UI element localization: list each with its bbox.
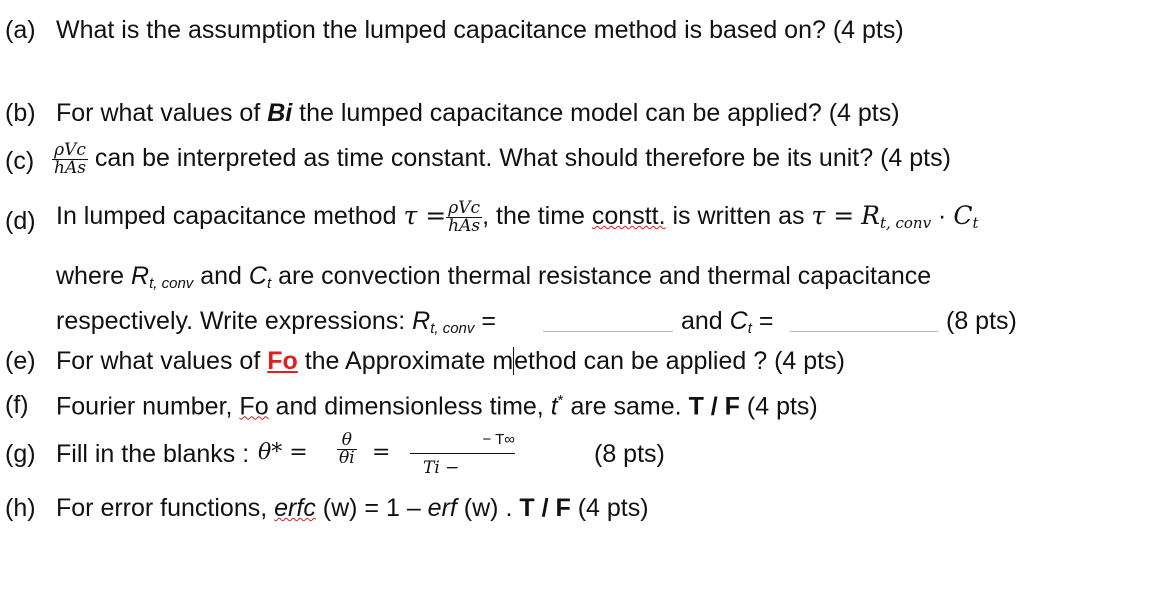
question-e-pre: For what values of [56,347,268,375]
question-h-points: (4 pts) [570,494,649,522]
fourier-number: Fo [267,347,298,375]
true-false-choice[interactable]: T / F [519,494,571,522]
question-e-label: (e) [5,347,36,375]
question-e-post1: the Approximate m [297,347,514,375]
tau-equals-2: τ = [811,201,855,231]
erf-function: erf [427,494,457,522]
superscript-star: * [557,392,564,409]
and-word: and [681,307,730,335]
capacitance-subscript: t [266,275,272,292]
question-d-mid2: is written as [665,202,812,231]
tau-equals: τ = [403,201,447,231]
fraction-bar [410,453,515,454]
equals-sign: = [372,440,391,465]
resistance-symbol: R [861,201,880,231]
question-d-label: (d) [5,207,36,235]
capacitance-symbol: C [248,262,267,290]
resistance-subscript: t, conv [430,320,475,337]
question-h-mid: (w) = 1 – [315,494,428,522]
fraction-tau [446,200,482,235]
question-d-line1 [56,200,978,235]
capacitance-subscript: t [747,320,752,337]
fraction-numerator: θ [341,430,352,450]
question-d-line2-text [56,264,931,291]
question-f-pre: Fourier number, [56,392,240,421]
line3-pre: respectively. Write expressions: [56,307,413,335]
question-b-label: (b) [5,99,36,127]
question-h-text [56,496,649,521]
equals-sign: = [751,307,774,335]
question-a-text: What is the assumption the lumped capacitance method is based on? (4 pts) [56,16,904,44]
question-f-points: (4 pts) [739,392,818,421]
question-f-post: are same. [563,392,689,421]
question-d-pre: In lumped capacitance method [56,202,404,231]
fraction-denominator: hAs [54,158,86,178]
capacitance-subscript: t [972,214,979,233]
question-a-label: (a) [5,16,36,44]
question-e-post2: ethod can be applied ? (4 pts) [514,347,845,375]
question-b-pre: For what values of [56,99,268,127]
question-g-label: (g) [5,440,36,468]
question-c-body: can be interpreted as time constant. What should therefore be its unit? (4 pts) [87,144,951,173]
question-h-label: (h) [5,494,36,522]
line2-mid: and [193,262,249,290]
line2-post: are convection thermal resistance and thermal capacitance [271,262,932,290]
dimensionless-time: t [550,392,558,421]
line2-pre: where [56,262,132,290]
fraction-numerator: ρVc [448,198,481,218]
resistance-subscript: t, conv [879,214,932,233]
theta-star: θ* = [258,440,308,465]
question-d-mid1: , the time [482,202,592,231]
resistance-symbol: R [412,307,431,335]
question-f-label: (f) [5,391,29,419]
question-c-text [52,142,951,177]
question-d-points: (8 pts) [946,307,1017,335]
true-false-choice[interactable]: T / F [688,392,740,421]
question-f-mid: and dimensionless time, [268,392,551,421]
fraction-denominator: θi [339,448,355,468]
resistance-symbol: R [131,262,150,290]
biot-number: Bi [267,99,293,127]
fraction-numerator: ρVc [54,140,86,160]
resistance-subscript: t, conv [149,275,194,292]
question-f-text [56,393,818,419]
equals-sign: = [474,307,496,335]
fraction-time-constant [52,142,88,177]
question-d-line3-text [56,309,496,336]
erfc-function: erfc [274,494,316,522]
question-d-line3-and [681,309,773,336]
answer-blank-capacitance[interactable] [790,331,938,332]
dot-operator: · [938,202,947,231]
answer-blank-resistance[interactable] [543,331,673,332]
fraction-denominator: hAs [448,216,481,236]
question-g-pre: Fill in the blanks : [56,440,250,468]
question-g-points: (8 pts) [594,440,665,468]
question-e-text [56,349,845,374]
question-b-text [56,101,900,126]
capacitance-symbol: C [729,307,748,335]
capacitance-symbol: C [953,201,973,231]
constt-word: constt. [591,202,666,231]
fourier-number: Fo [239,392,269,421]
blank-fraction-denominator[interactable]: Ti − [423,458,460,478]
blank-fraction-numerator[interactable]: − T∞ [482,431,515,448]
question-h-pre: For error functions, [56,494,275,522]
question-b-post: the lumped capacitance model can be applied? (4 pts) [292,99,900,127]
fraction-theta [337,432,357,467]
question-c-label: (c) [5,147,35,175]
question-h-post: (w) . [456,494,520,522]
